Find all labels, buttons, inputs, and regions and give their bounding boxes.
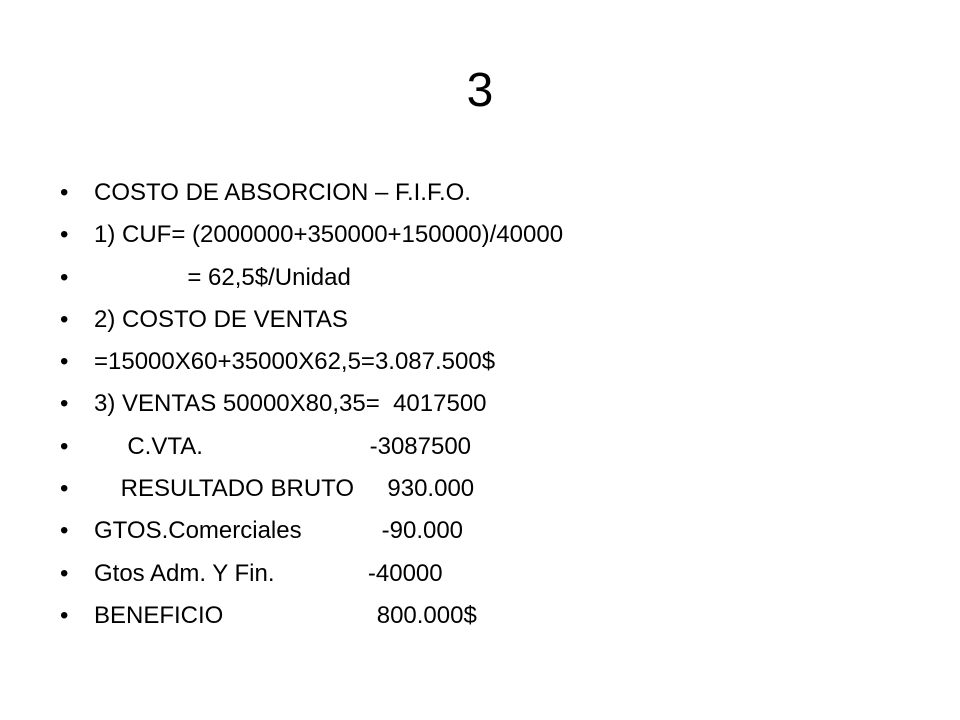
bullet-text: RESULTADO BRUTO 930.000 bbox=[94, 475, 475, 503]
bullet-icon: • bbox=[60, 179, 69, 206]
bullet-text: COSTO DE ABSORCION – F.I.F.O. bbox=[94, 179, 471, 206]
bullet-text: 3) VENTAS 50000X80,35= 4017500 bbox=[94, 390, 487, 418]
bullet-icon: • bbox=[60, 517, 69, 545]
bullet-text: C.VTA. -3087500 bbox=[94, 432, 472, 460]
slide-title: 3 bbox=[466, 64, 494, 117]
bullet-icon: • bbox=[60, 475, 69, 503]
bullet-icon: • bbox=[60, 559, 69, 587]
bullet-icon: • bbox=[60, 601, 69, 629]
bullet-icon: • bbox=[60, 305, 69, 333]
bullet-icon: • bbox=[60, 348, 69, 376]
bullet-text: =15000X60+35000X62,5=3.087.500$ bbox=[94, 348, 496, 376]
bullet-text: 2) COSTO DE VENTAS bbox=[94, 305, 348, 333]
bullet-text: Gtos Adm. Y Fin. -40000 bbox=[94, 559, 443, 587]
bullet-icon: • bbox=[60, 432, 69, 460]
bullet-text: = 62,5$/Unidad bbox=[94, 263, 351, 291]
bullet-icon: • bbox=[60, 263, 69, 291]
bullet-icon: • bbox=[60, 390, 69, 418]
bullet-text: 1) CUF= (2000000+350000+150000)/40000 bbox=[94, 221, 564, 249]
bullet-icon: • bbox=[60, 221, 69, 249]
bullet-text: GTOS.Comerciales -90.000 bbox=[94, 517, 464, 545]
bullet-text: BENEFICIO 800.000$ bbox=[94, 601, 477, 629]
